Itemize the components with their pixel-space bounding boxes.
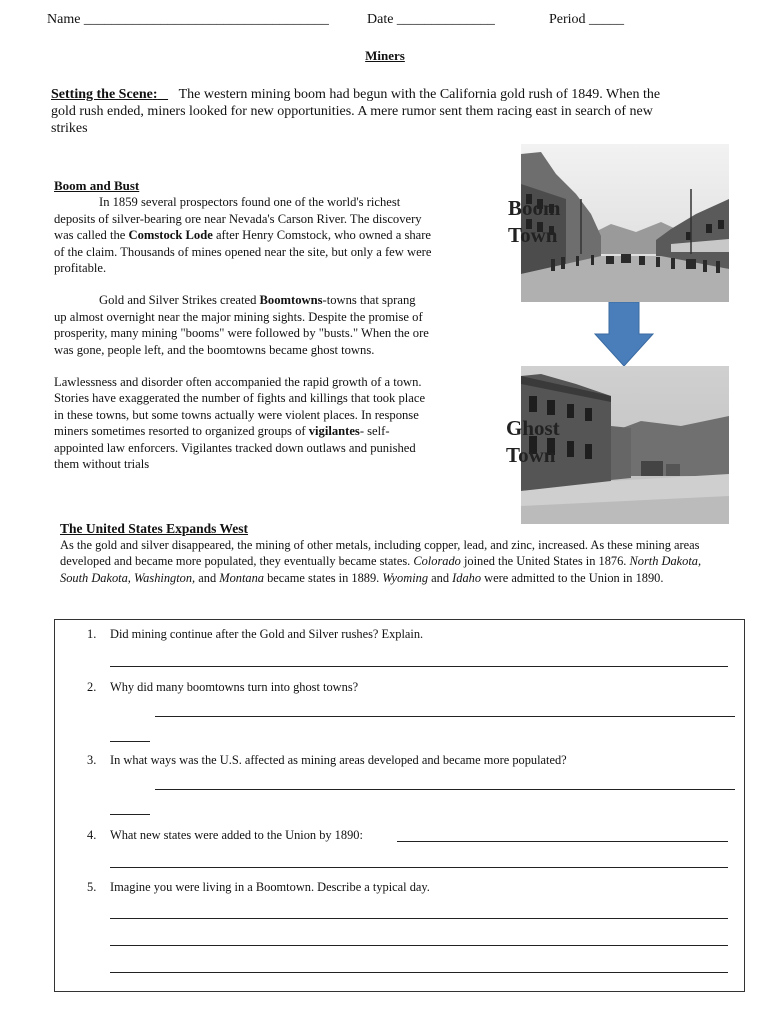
answer-line[interactable] [110,867,728,868]
boom-town-label: Boom Town [508,196,561,247]
boom-bust-paragraph-1: In 1859 several prospectors found one of the world's richest deposits of silver-bearing ore near Nevada's Carson River. The discovery was called the Comstock Lode after Henry Comstock, who owned a share of the claim. Thousands of mines opened near the site, but only a few were profitable. [54,195,432,276]
setting-the-scene [51,86,671,137]
answer-line[interactable] [110,945,728,946]
date-field[interactable]: Date ______________ [367,12,495,27]
expands-paragraph: As the gold and silver disappeared, the mining of other metals, including copper, lead, and zinc, increased. As these mining areas developed and became more populated, they eventually became states. Colorado joined the United States in 1876. North Dakota, South Dakota, Washington, and Montana became states in 1889. Wyoming and Idaho were admitted to the Union in 1890. [60,538,702,585]
answer-line[interactable] [155,789,735,790]
boom-bust-heading: Boom and Bust [54,178,140,193]
answer-line[interactable] [110,814,150,815]
down-arrow-icon [593,302,655,368]
answer-line[interactable] [110,741,150,742]
scene-heading: Setting the Scene [51,87,153,102]
period-field[interactable]: Period _____ [549,12,625,27]
page-title: Miners [365,48,405,63]
name-field[interactable]: Name ___________________________________ [47,12,329,27]
answer-line[interactable] [110,972,728,973]
ghost-town-label: Ghost Town [506,416,560,467]
questions-box: 1. Did mining continue after the Gold and Silver rushes? Explain. 2. Why did many boomtowns turn into ghost towns? 3. In what ways was the U.S. affected as mining areas developed and became more populated? 4. What new states were added to the Union by 1890: 5. Imagine you were living in a Boomtown. Describe a typical day. [54,619,745,992]
boom-and-bust-section [54,178,434,473]
answer-line[interactable] [397,841,728,842]
us-expands-west-section [60,521,730,586]
scene-text: The western mining boom had begun with the California gold rush of 1849. When the gold rush ended, miners looked for new opportunities. A mere rumor sent them racing east in search of new strikes [51,87,661,136]
boom-bust-paragraph-3: Lawlessness and disorder often accompanied the rapid growth of a town. Stories have exaggerated the number of fights and killings that took place in these towns, but some towns actually were violent places. In response miners sometimes resorted to organized groups of vigilantes- self-appointed law enforcers. Vigilantes tracked down outlaws and punished them without trials [54,375,426,472]
scene-heading-colon: : [152,87,158,102]
expands-heading: The United States Expands West [60,521,249,536]
answer-line[interactable] [110,666,728,667]
answer-line[interactable] [110,918,728,919]
boom-bust-paragraph-2: Gold and Silver Strikes created Boomtowns-towns that sprang up almost overnight near the major mining sights. Despite the promise of prosperity, many mining "booms" were followed by "busts." When the ore was gone, people left, and the boomtowns became ghost towns. [54,293,429,357]
answer-line[interactable] [155,716,735,717]
